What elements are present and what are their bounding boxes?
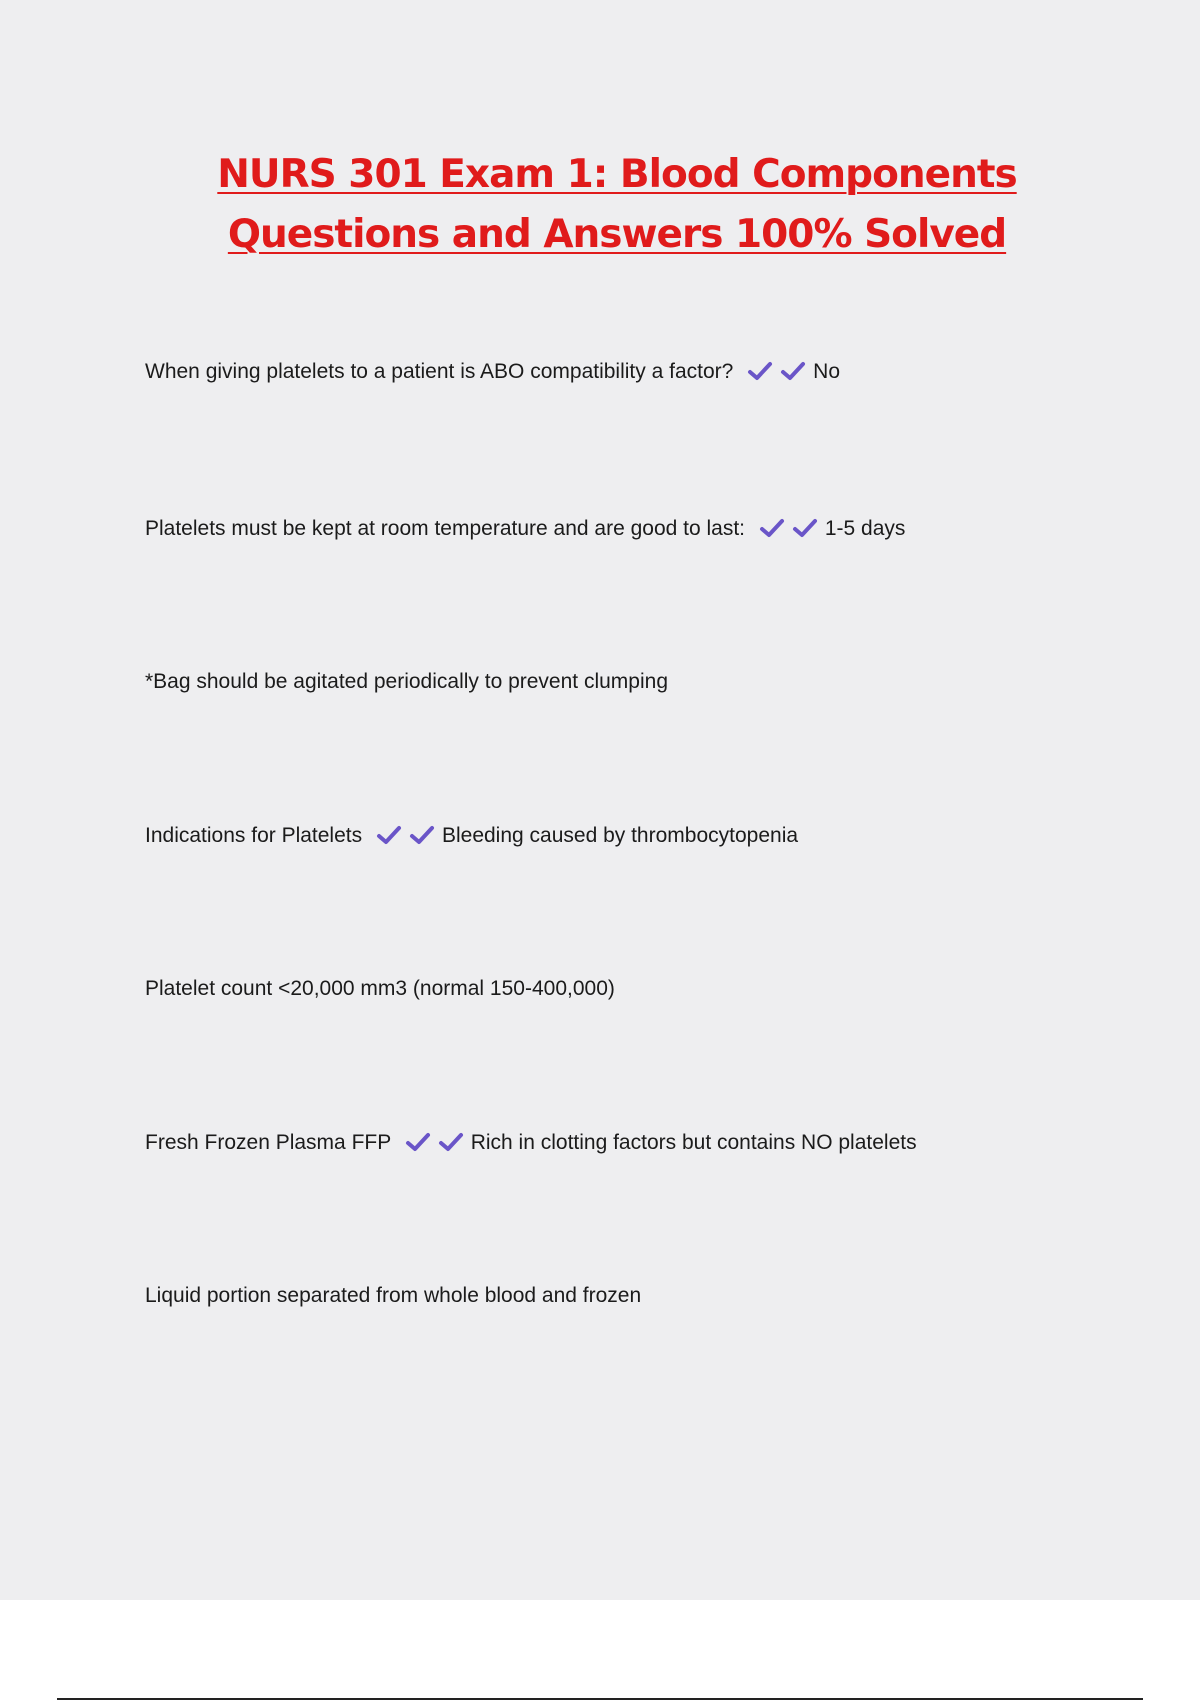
question-text: Fresh Frozen Plasma FFP — [145, 1131, 391, 1154]
document-title-line-2: Questions and Answers 100% Solved — [227, 212, 1007, 257]
note-liquid-portion: Liquid portion separated from whole blood and frozen — [145, 1284, 642, 1307]
check-icon — [792, 518, 818, 538]
answer-text: No — [813, 360, 841, 383]
qa-item-fresh-frozen-plasma — [145, 1129, 917, 1157]
question-text: When giving platelets to a patient is ABO compatibility a factor? — [145, 360, 734, 383]
check-icon — [438, 1132, 464, 1152]
check-icon — [780, 361, 806, 381]
document-title-line-1: NURS 301 Exam 1: Blood Components — [217, 152, 1017, 197]
question-text: Platelets must be kept at room temperature and are good to last: — [145, 517, 745, 540]
check-icon — [759, 518, 785, 538]
note-platelet-count: Platelet count <20,000 mm3 (normal 150-400,000) — [145, 977, 615, 1000]
answer-text: 1-5 days — [824, 517, 906, 540]
question-text: Indications for Platelets — [145, 824, 363, 847]
answer-text: Bleeding caused by thrombocytopenia — [441, 824, 799, 847]
check-icon — [376, 825, 402, 845]
check-icon — [409, 825, 435, 845]
qa-item-platelet-indications — [145, 822, 798, 850]
check-icon — [747, 361, 773, 381]
check-icon — [405, 1132, 431, 1152]
note-bag-agitation: *Bag should be agitated periodically to prevent clumping — [145, 670, 669, 693]
qa-item-abo-compatibility — [145, 358, 840, 386]
answer-text: Rich in clotting factors but contains NO platelets — [470, 1131, 917, 1154]
qa-item-platelet-storage — [145, 515, 905, 543]
